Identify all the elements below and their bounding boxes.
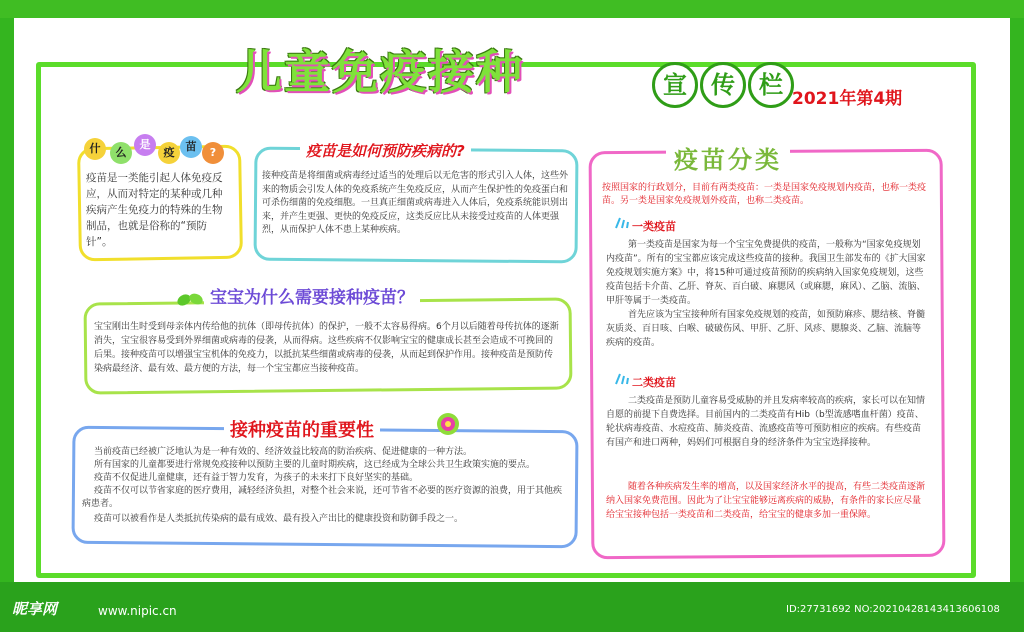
top-band — [0, 0, 1024, 18]
class2-body: 二类疫苗是预防儿童容易受威胁的并且发病率较高的疾病，家长可以在知情自愿的前提下自费选择。目前国内的二类疫苗有Hib（b型流感嗜血杆菌）疫苗、轮状病毒疫苗、水痘疫苗、肺炎疫苗、流感疫苗等可预防相应的疾病。有些疫苗有国产和进口两种，妈妈们可根据自身的经济条件为宝宝选择接种。 — [606, 396, 926, 448]
title-ball-3: 是 — [134, 134, 156, 156]
how-title: 疫苗是如何预防疾病的? — [300, 140, 471, 161]
title-ball-4: 疫 — [158, 142, 180, 164]
issue-number: 2021年第4期 — [792, 89, 903, 109]
title-ball-5: 苗 — [180, 136, 202, 158]
watermark-logo: 昵享网 — [12, 600, 58, 618]
poster-title: 儿童免疫接种 — [236, 45, 524, 99]
title-ball-6: ? — [202, 142, 224, 164]
splash-icon — [614, 216, 630, 230]
why-body: 宝宝刚出生时受到母亲体内传给他的抗体（即母传抗体）的保护，一般不太容易得病。6个月以后随着母传抗体的逐渐消失，宝宝很容易受到外界细菌或病毒的侵袭，从而得病。这些疾病不仅影响宝宝的健康成长甚至会造成不可挽回的后果。接种疫苗可以增强宝宝机体的免疫力，以抵抗某些细菌或病毒的侵袭，从而起到保护作用。接种疫苗是预防传染病最经济、最有效、最方便的方法，每一个宝宝都应当接种疫苗。 — [94, 322, 559, 374]
splash-icon — [614, 372, 630, 386]
title-ball-2: 么 — [110, 142, 132, 164]
importance-para-1: 当前疫苗已经被广泛地认为是一种有效的、经济效益比较高的防治疾病、促进健康的一种方法。 — [94, 447, 473, 457]
categories-title: 疫苗分类 — [666, 140, 790, 175]
badge-char-1: 宣 — [652, 62, 698, 108]
importance-para-4: 疫苗不仅可以节省家庭的医疗费用，减轻经济负担，对整个社会来说，还可节省不必要的医疗资源的浪费，用于其他疾病患者。 — [82, 486, 563, 509]
importance-title: 接种疫苗的重要性 — [224, 416, 380, 442]
class1-para-2: 首先应该为宝宝接种所有国家免疫规划的疫苗，如预防麻疹、腮结核、脊髓灰质炎、百日咳、白喉、破破伤风、甲肝、乙肝、风疹、腮腺炎、乙脑、流脑等疾病的疫苗。 — [606, 310, 926, 348]
importance-para-2: 所有国家的儿童都要进行常规免疫接种以预防主要的儿童时期疾病，这已经成为全球公共卫生政策实施的要点。 — [94, 460, 536, 470]
badge-char-3: 栏 — [748, 62, 794, 108]
categories-intro: 按照国家的行政划分，目前有两类疫苗：一类是国家免疫规划内疫苗，也称一类疫苗。另一类是国家免疫规划外疫苗，也称二类疫苗。 — [602, 183, 927, 206]
class1-para-1: 第一类疫苗是国家为每一个宝宝免费提供的疫苗，一般称为“国家免疫规划内疫苗”。所有的宝宝都应该完成这些疫苗的接种。我国卫生部发布的《扩大国家免疫规划实施方案》中，将15种可通过疫苗预防的疾病纳入国家免疫规划，这些疫苗包括卡介苗、乙肝、脊灰、百白破、麻腮风（或麻腮，麻风）、乙脑、流脑、甲肝等属于一类疫苗。 — [606, 240, 926, 306]
importance-para-3: 疫苗不仅促进儿童健康，还有益于智力发育，为孩子的未来打下良好坚实的基础。 — [94, 473, 419, 483]
class2-title: 二类疫苗 — [632, 376, 676, 389]
watermark-site: www.nipic.cn — [98, 604, 177, 618]
importance-para-5: 疫苗可以被看作是人类抵抗传染病的最有成效、最有投入产出比的健康投资和防御手段之一。 — [94, 514, 464, 524]
what-body: 疫苗是一类能引起人体免疫反应，从而对特定的某种或几种疾病产生免疫力的特殊的生物制品，也就是俗称的“预防针”。 — [86, 172, 223, 248]
target-icon — [436, 412, 460, 436]
watermark-id: ID:27731692 NO:20210428143413606108 — [786, 604, 1000, 615]
class1-title: 一类疫苗 — [632, 220, 676, 233]
leaf-icon — [176, 290, 204, 308]
how-body: 接种疫苗是将细菌或病毒经过适当的处理后以无危害的形式引入人体，这些外来的物质会引发人体的免疫系统产生免疫反应，从而产生保护性的免疫蛋白和可杀伤细菌的免疫细胞。一旦真正细菌或病毒进入人体后，免疫系统能识别出来，并产生更强、更快的免疫反应，这类反应比从未接受过疫苗的人体更强烈，从而保护人体不患上某种疾病。 — [262, 171, 569, 235]
categories-conclusion: 随着各种疾病发生率的增高，以及国家经济水平的提高，有些二类疫苗逐渐纳入国家免费范围。因此为了让宝宝能够远离疾病的威胁，有条件的家长应尽量给宝宝接种包括一类疫苗和二类疫苗，给宝宝的健康多加一重保障。 — [606, 482, 926, 520]
badge-char-2: 传 — [700, 62, 746, 108]
why-title: 宝宝为什么需要接种疫苗？ — [204, 283, 420, 308]
title-ball-1: 什 — [84, 138, 106, 160]
